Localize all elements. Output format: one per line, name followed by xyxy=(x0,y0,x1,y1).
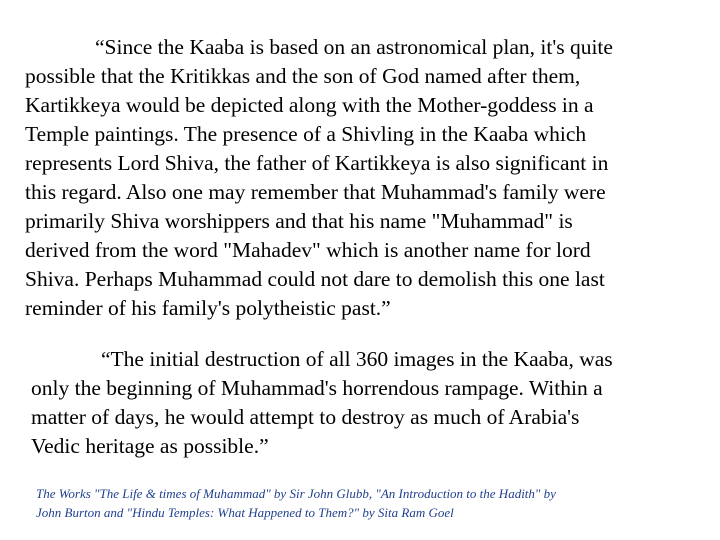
citation-line: John Burton and "Hindu Temples: What Happened to Them?" by Sita Ram Goel xyxy=(36,505,454,520)
quote-1-line: Temple paintings. The presence of a Shivling in the Kaaba which xyxy=(25,122,587,146)
quote-1-line: derived from the word "Mahadev" which is another name for lord xyxy=(25,238,591,262)
quote-1-line: represents Lord Shiva, the father of Kartikkeya is also significant in xyxy=(25,151,609,175)
quote-2-line: “The initial destruction of all 360 images in the Kaaba, was xyxy=(101,347,613,371)
citation-line: The Works "The Life & times of Muhammad" by Sir John Glubb, "An Introduction to the Hadith" by xyxy=(36,486,556,501)
quote-paragraph-1 xyxy=(25,33,705,323)
quote-2-line: Vedic heritage as possible.” xyxy=(31,434,269,458)
quote-1-line: possible that the Kritikkas and the son of God named after them, xyxy=(25,64,581,88)
quote-1-line: Kartikkeya would be depicted along with the Mother-goddess in a xyxy=(25,93,594,117)
quote-1-line: primarily Shiva worshippers and that his name "Muhammad" is xyxy=(25,209,573,233)
quote-1-line: “Since the Kaaba is based on an astronomical plan, it's quite xyxy=(95,35,613,59)
quote-paragraph-2 xyxy=(31,345,711,461)
quote-1-line: Shiva. Perhaps Muhammad could not dare to demolish this one last xyxy=(25,267,605,291)
quote-1-line: reminder of his family's polytheistic past.” xyxy=(25,296,391,320)
quote-2-line: matter of days, he would attempt to destroy as much of Arabia's xyxy=(31,405,580,429)
source-citation xyxy=(36,484,716,522)
quote-2-line: only the beginning of Muhammad's horrendous rampage. Within a xyxy=(31,376,603,400)
quote-1-line: this regard. Also one may remember that Muhammad's family were xyxy=(25,180,606,204)
